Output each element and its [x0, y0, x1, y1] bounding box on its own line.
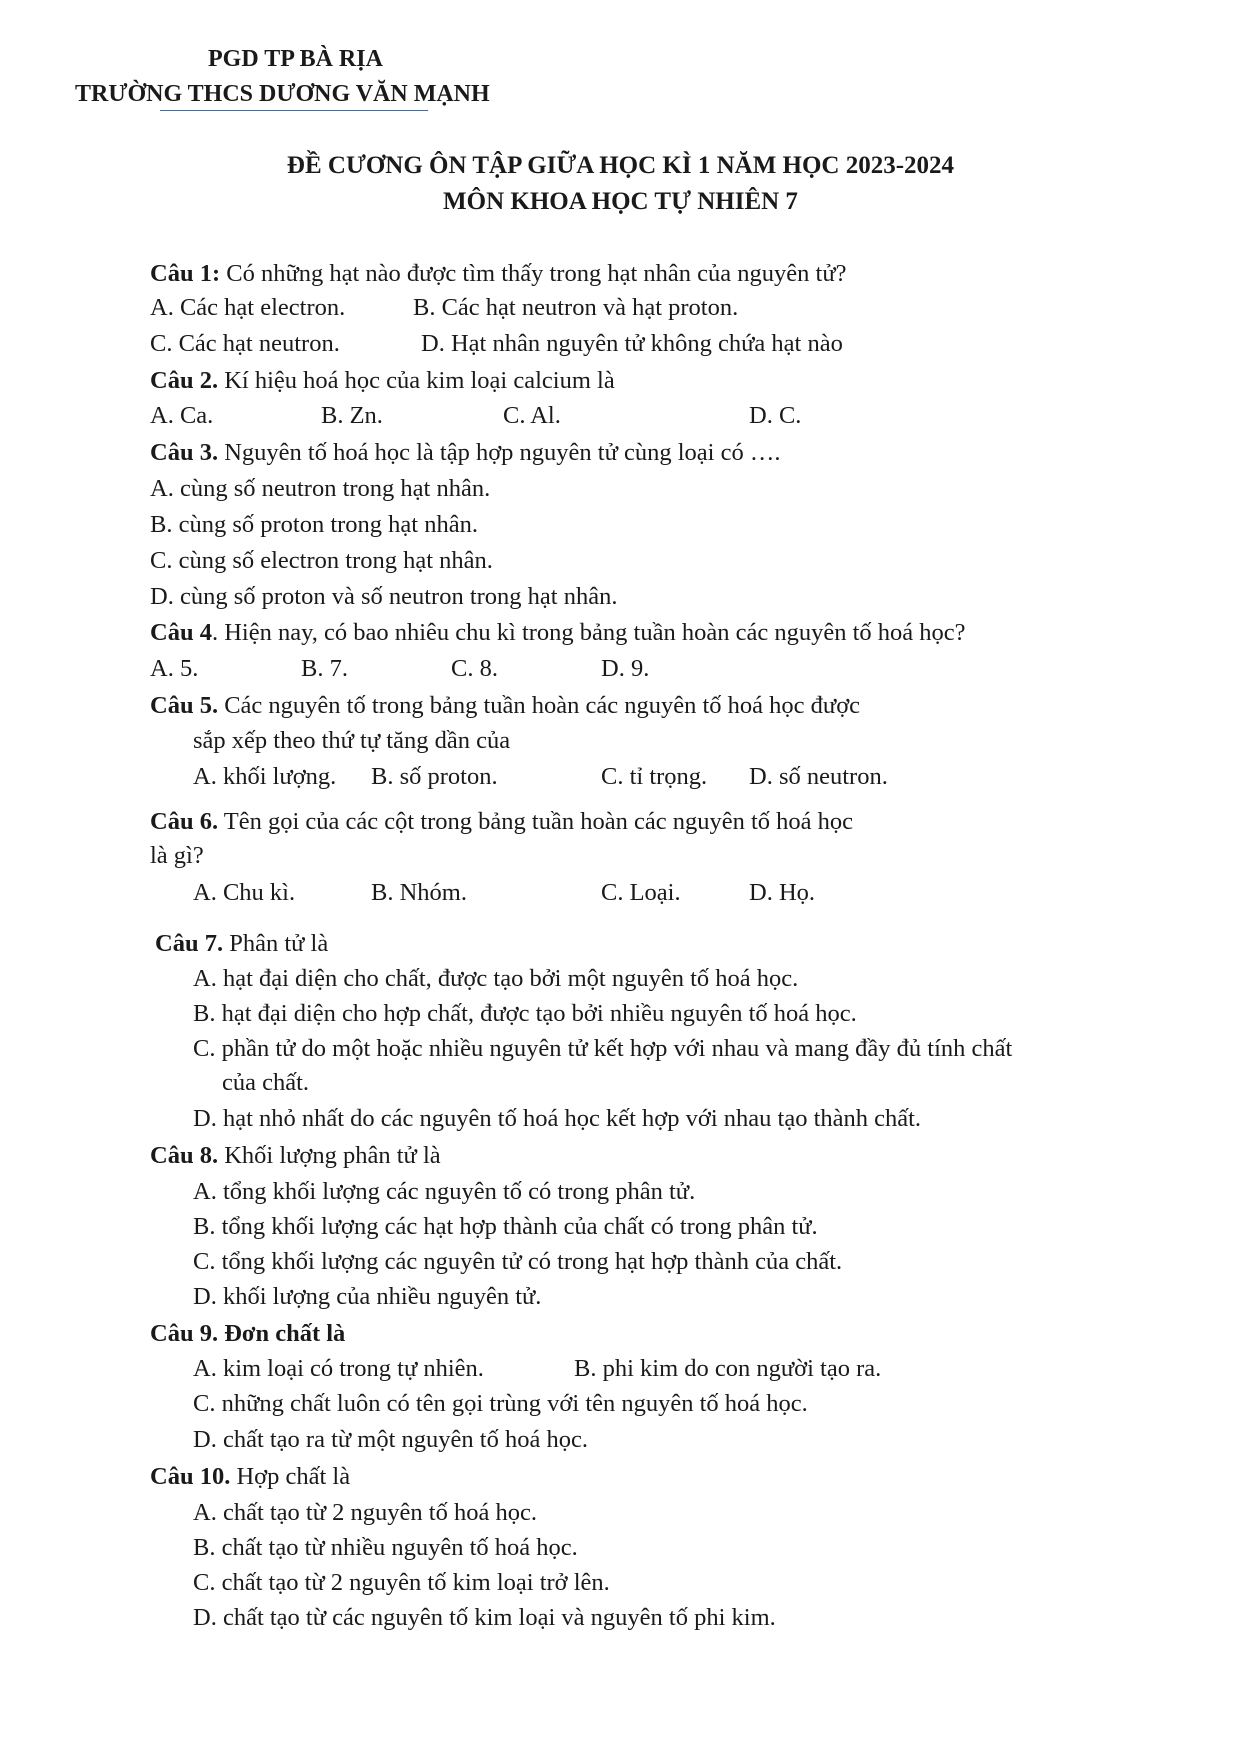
question-label: Câu 1: — [150, 260, 221, 287]
question-label: Câu 4 — [150, 619, 212, 646]
question-text: Tên gọi của các cột trong bảng tuần hoàn các nguyên tố hoá học — [218, 808, 854, 835]
q6-option-b: B. Nhóm. — [371, 879, 467, 906]
question-5 — [150, 690, 860, 722]
q9-option-d: D. chất tạo ra từ một nguyên tố hoá học. — [193, 1426, 588, 1453]
q10-option-d: D. chất tạo từ các nguyên tố kim loại và nguyên tố phi kim. — [193, 1604, 776, 1631]
q10-option-c: C. chất tạo từ 2 nguyên tố kim loại trở lên. — [193, 1569, 610, 1596]
q3-option-b: B. cùng số proton trong hạt nhân. — [150, 511, 478, 538]
question-label: Câu 3. — [150, 439, 219, 466]
q4-option-d: D. 9. — [601, 655, 650, 682]
q10-option-b: B. chất tạo từ nhiều nguyên tố hoá học. — [193, 1534, 578, 1561]
q3-option-a: A. cùng số neutron trong hạt nhân. — [150, 475, 491, 502]
q6-option-d: D. Họ. — [749, 879, 816, 906]
question-text: . Hiện nay, có bao nhiêu chu kì trong bảng tuần hoàn các nguyên tố hoá học? — [211, 619, 966, 646]
q1-option-d: D. Hạt nhân nguyên tử không chứa hạt nào — [421, 330, 843, 357]
question-label: Câu 9. Đơn chất là — [150, 1320, 346, 1347]
q1-option-a: A. Các hạt electron. — [150, 294, 346, 321]
q4-option-b: B. 7. — [301, 655, 348, 682]
q5-text-continued: sắp xếp theo thứ tự tăng dần của — [193, 727, 511, 754]
question-3 — [150, 437, 780, 469]
school-name: TRƯỜNG THCS DƯƠNG VĂN MẠNH — [75, 81, 490, 107]
question-6 — [150, 806, 853, 838]
q5-option-a: A. khối lượng. — [193, 763, 337, 790]
question-label: Câu 8. — [150, 1142, 219, 1169]
q8-option-a: A. tổng khối lượng các nguyên tố có trong phân tử. — [193, 1178, 696, 1205]
question-label: Câu 6. — [150, 808, 219, 835]
q7-option-b: B. hạt đại diện cho hợp chất, được tạo bởi nhiều nguyên tố hoá học. — [193, 1000, 857, 1027]
q2-option-d: D. C. — [749, 402, 802, 429]
document-title: ĐỀ CƯƠNG ÔN TẬP GIỮA HỌC KÌ 1 NĂM HỌC 2023-2024 — [286, 152, 955, 179]
q1-option-c: C. Các hạt neutron. — [150, 330, 340, 357]
q10-option-a: A. chất tạo từ 2 nguyên tố hoá học. — [193, 1499, 537, 1526]
q1-option-b: B. Các hạt neutron và hạt proton. — [413, 294, 739, 321]
question-text: Phân tử là — [223, 930, 329, 957]
q8-option-d: D. khối lượng của nhiều nguyên tử. — [193, 1283, 542, 1310]
q2-option-a: A. Ca. — [150, 402, 214, 429]
question-label: Câu 2. — [150, 367, 219, 394]
q3-option-d: D. cùng số proton và số neutron trong hạt nhân. — [150, 583, 618, 610]
q9-option-a: A. kim loại có trong tự nhiên. — [193, 1355, 484, 1382]
question-label: Câu 7. — [155, 930, 224, 957]
question-2 — [150, 365, 615, 397]
question-label: Câu 5. — [150, 692, 219, 719]
department-name: PGD TP BÀ RỊA — [208, 46, 383, 72]
question-text: Nguyên tố hoá học là tập hợp nguyên tử cùng loại có …. — [218, 439, 781, 466]
q2-option-b: B. Zn. — [321, 402, 383, 429]
q9-option-c: C. những chất luôn có tên gọi trùng với tên nguyên tố hoá học. — [193, 1390, 808, 1417]
q7-option-c: C. phần tử do một hoặc nhiều nguyên tử kết hợp với nhau và mang đầy đủ tính chất — [193, 1035, 1013, 1062]
q6-option-c: C. Loại. — [601, 879, 681, 906]
question-text: Có những hạt nào được tìm thấy trong hạt nhân của nguyên tử? — [220, 260, 847, 287]
question-text: Hợp chất là — [230, 1463, 351, 1490]
header-underline — [160, 110, 428, 111]
q2-option-c: C. Al. — [503, 402, 561, 429]
q6-option-a: A. Chu kì. — [193, 879, 296, 906]
q4-option-a: A. 5. — [150, 655, 199, 682]
question-8 — [150, 1140, 441, 1172]
question-1 — [150, 258, 846, 290]
q8-option-b: B. tổng khối lượng các hạt hợp thành của chất có trong phân tử. — [193, 1213, 818, 1240]
q7-option-a: A. hạt đại diện cho chất, được tạo bởi một nguyên tố hoá học. — [193, 965, 799, 992]
question-text: Khối lượng phân tử là — [218, 1142, 441, 1169]
q6-text-continued: là gì? — [150, 842, 204, 869]
question-10 — [150, 1461, 350, 1493]
q3-option-c: C. cùng số electron trong hạt nhân. — [150, 547, 493, 574]
q7-option-c-continued: của chất. — [222, 1069, 310, 1096]
question-text: Các nguyên tố trong bảng tuần hoàn các nguyên tố hoá học được — [218, 692, 861, 719]
question-7 — [155, 928, 328, 960]
subject-title: MÔN KHOA HỌC TỰ NHIÊN 7 — [443, 188, 798, 215]
question-4 — [150, 617, 966, 649]
q5-option-d: D. số neutron. — [749, 763, 888, 790]
question-label: Câu 10. — [150, 1463, 231, 1490]
q8-option-c: C. tổng khối lượng các nguyên tử có trong hạt hợp thành của chất. — [193, 1248, 843, 1275]
q9-option-b: B. phi kim do con người tạo ra. — [574, 1355, 882, 1382]
q7-option-d: D. hạt nhỏ nhất do các nguyên tố hoá học kết hợp với nhau tạo thành chất. — [193, 1105, 922, 1132]
question-text: Kí hiệu hoá học của kim loại calcium là — [218, 367, 615, 394]
q5-option-b: B. số proton. — [371, 763, 498, 790]
q5-option-c: C. tỉ trọng. — [601, 763, 708, 790]
question-9 — [150, 1318, 345, 1350]
q4-option-c: C. 8. — [451, 655, 498, 682]
